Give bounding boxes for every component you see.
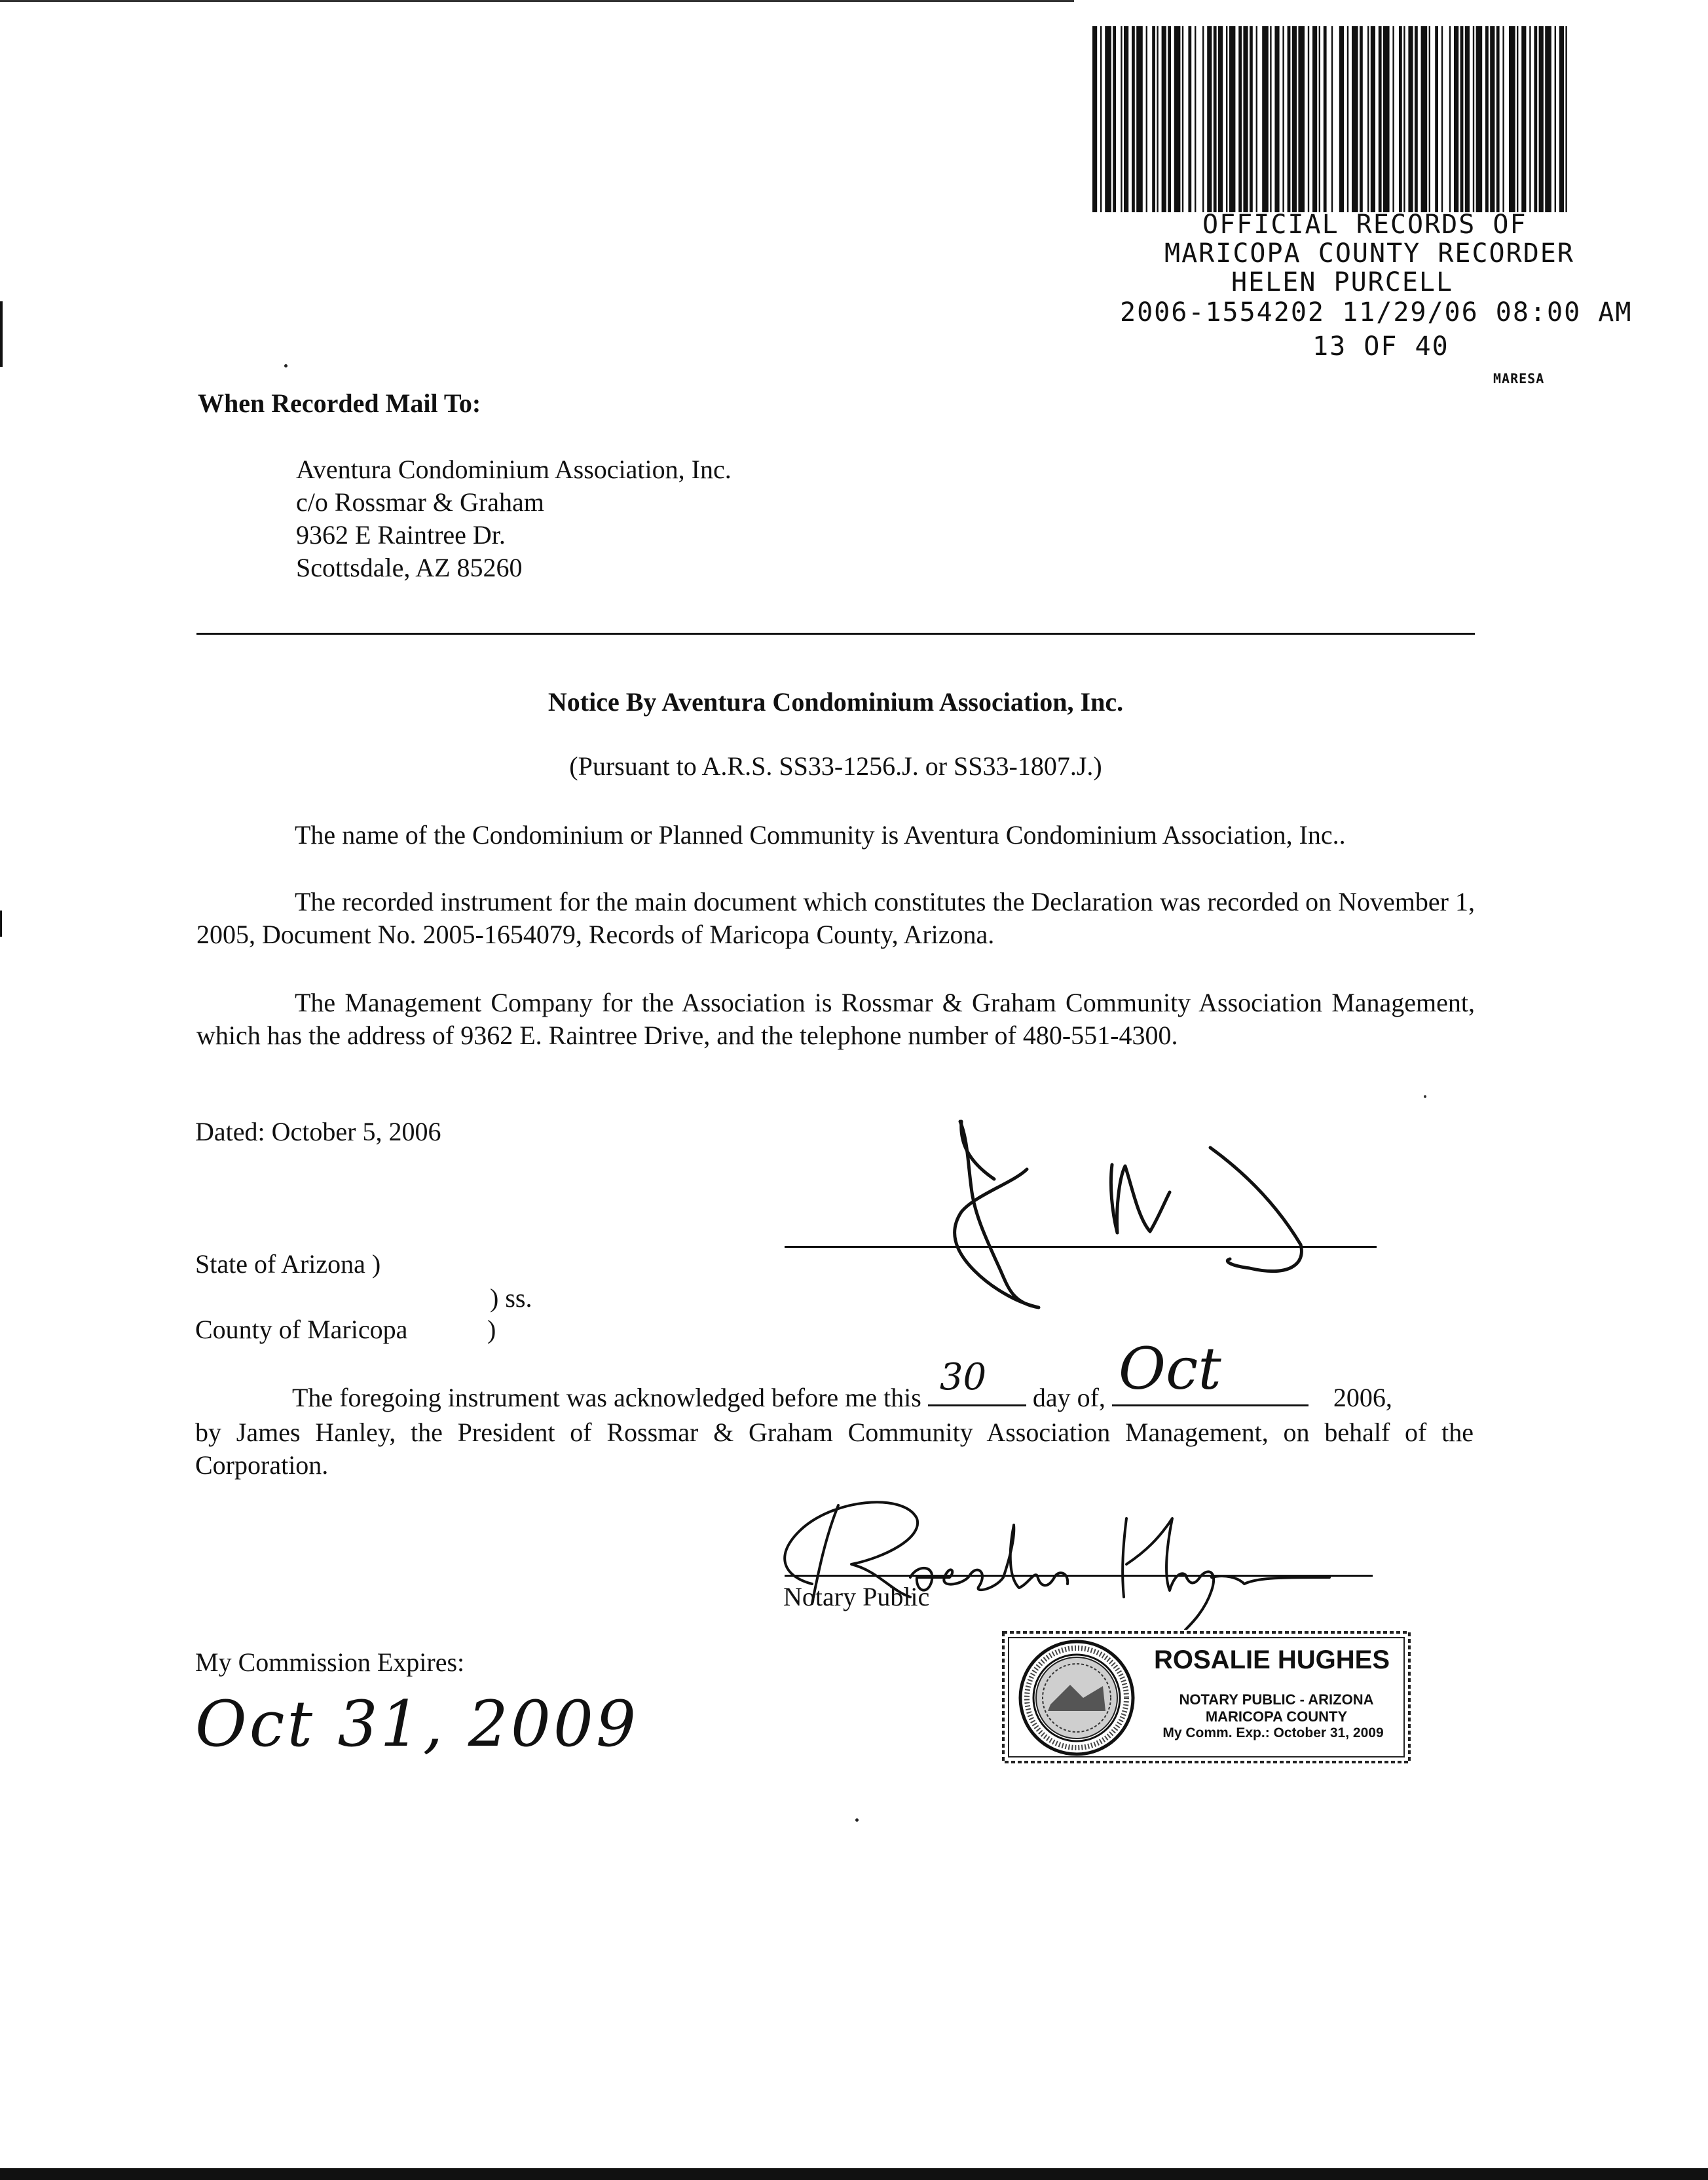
notice-paragraph-1: The name of the Condominium or Planned Community is Aventura Condominium Association, Inc.. — [295, 820, 1346, 850]
recorder-line-4: 2006-1554202 11/29/06 08:00 AM — [1120, 297, 1633, 328]
mail-to-address — [296, 453, 732, 584]
mail-to-heading: When Recorded Mail To: — [198, 388, 481, 418]
recorder-line-1: OFFICIAL RECORDS OF — [1202, 210, 1527, 240]
scan-edge-mark — [0, 301, 3, 367]
notice-subtitle: (Pursuant to A.R.S. SS33-1256.J. or SS33-1807.J.) — [569, 751, 1102, 781]
month-blank — [1112, 1335, 1309, 1406]
stamp-line-2: MARICOPA COUNTY — [1205, 1708, 1348, 1725]
venue-ss: ) ss. — [490, 1283, 532, 1313]
commission-label: My Commission Expires: — [195, 1647, 465, 1677]
month-handwritten: Oct — [1118, 1335, 1221, 1402]
notice-paragraph-3: The Management Company for the Association is Rossmar & Graham Community Association Management, which has the address of 9362 E. Raintree Drive, and the telephone number of 480-551-4300. — [196, 988, 1475, 1050]
stamp-line-3: My Comm. Exp.: October 31, 2009 — [1162, 1725, 1384, 1740]
address-line: 9362 E Raintree Dr. — [296, 520, 506, 550]
address-line: Scottsdale, AZ 85260 — [296, 553, 523, 582]
scan-speck — [284, 364, 288, 367]
recorder-line-5: 13 OF 40 — [1312, 331, 1449, 362]
president-signature-image — [922, 1114, 1341, 1317]
acknowledgment-rest: by James Hanley, the President of Rossmar & Graham Community Association Management, on behalf of the Corporation. — [195, 1418, 1474, 1480]
venue-state: State of Arizona ) — [195, 1249, 381, 1279]
year-text: 2006, — [1333, 1383, 1392, 1412]
scan-edge-line — [0, 0, 1074, 2]
address-line: Aventura Condominium Association, Inc. — [296, 455, 732, 484]
acknowledgment-text: The foregoing instrument was acknowledged before me this — [292, 1383, 921, 1412]
scan-speck — [1424, 1095, 1426, 1098]
stamp-line-1: NOTARY PUBLIC - ARIZONA — [1179, 1691, 1374, 1708]
recorder-line-3: HELEN PURCELL — [1231, 267, 1454, 297]
venue-county: County of Maricopa — [195, 1315, 408, 1344]
scan-edge-mark — [0, 911, 2, 937]
dated-line: Dated: October 5, 2006 — [195, 1117, 441, 1146]
notice-paragraph-2: The recorded instrument for the main document which constitutes the Declaration was recorded on November 1, 2005, Document No. 2005-1654079, Records of Maricopa County, Arizona. — [196, 887, 1475, 949]
recorder-clerk: MARESA — [1493, 371, 1545, 386]
notary-public-label: Notary Public — [783, 1582, 930, 1611]
day-blank — [928, 1356, 1026, 1406]
notice-title: Notice By Aventura Condominium Association, Inc. — [548, 687, 1124, 717]
notary-stamp — [998, 1627, 1415, 1767]
day-of-text: day of, — [1032, 1383, 1105, 1412]
acknowledgment-line-1 — [292, 1335, 1392, 1413]
barcode-image — [1092, 26, 1569, 212]
address-line: c/o Rossmar & Graham — [296, 487, 544, 517]
venue-county-paren: ) — [487, 1315, 496, 1344]
day-handwritten: 30 — [939, 1356, 987, 1399]
scan-speck — [855, 1818, 859, 1822]
commission-date-handwritten: Oct 31, 2009 — [195, 1687, 639, 1761]
recorder-line-2: MARICOPA COUNTY RECORDER — [1164, 238, 1574, 269]
stamp-name: ROSALIE HUGHES — [1154, 1645, 1390, 1674]
divider-rule — [196, 633, 1475, 635]
scan-bottom-edge — [0, 2168, 1708, 2180]
